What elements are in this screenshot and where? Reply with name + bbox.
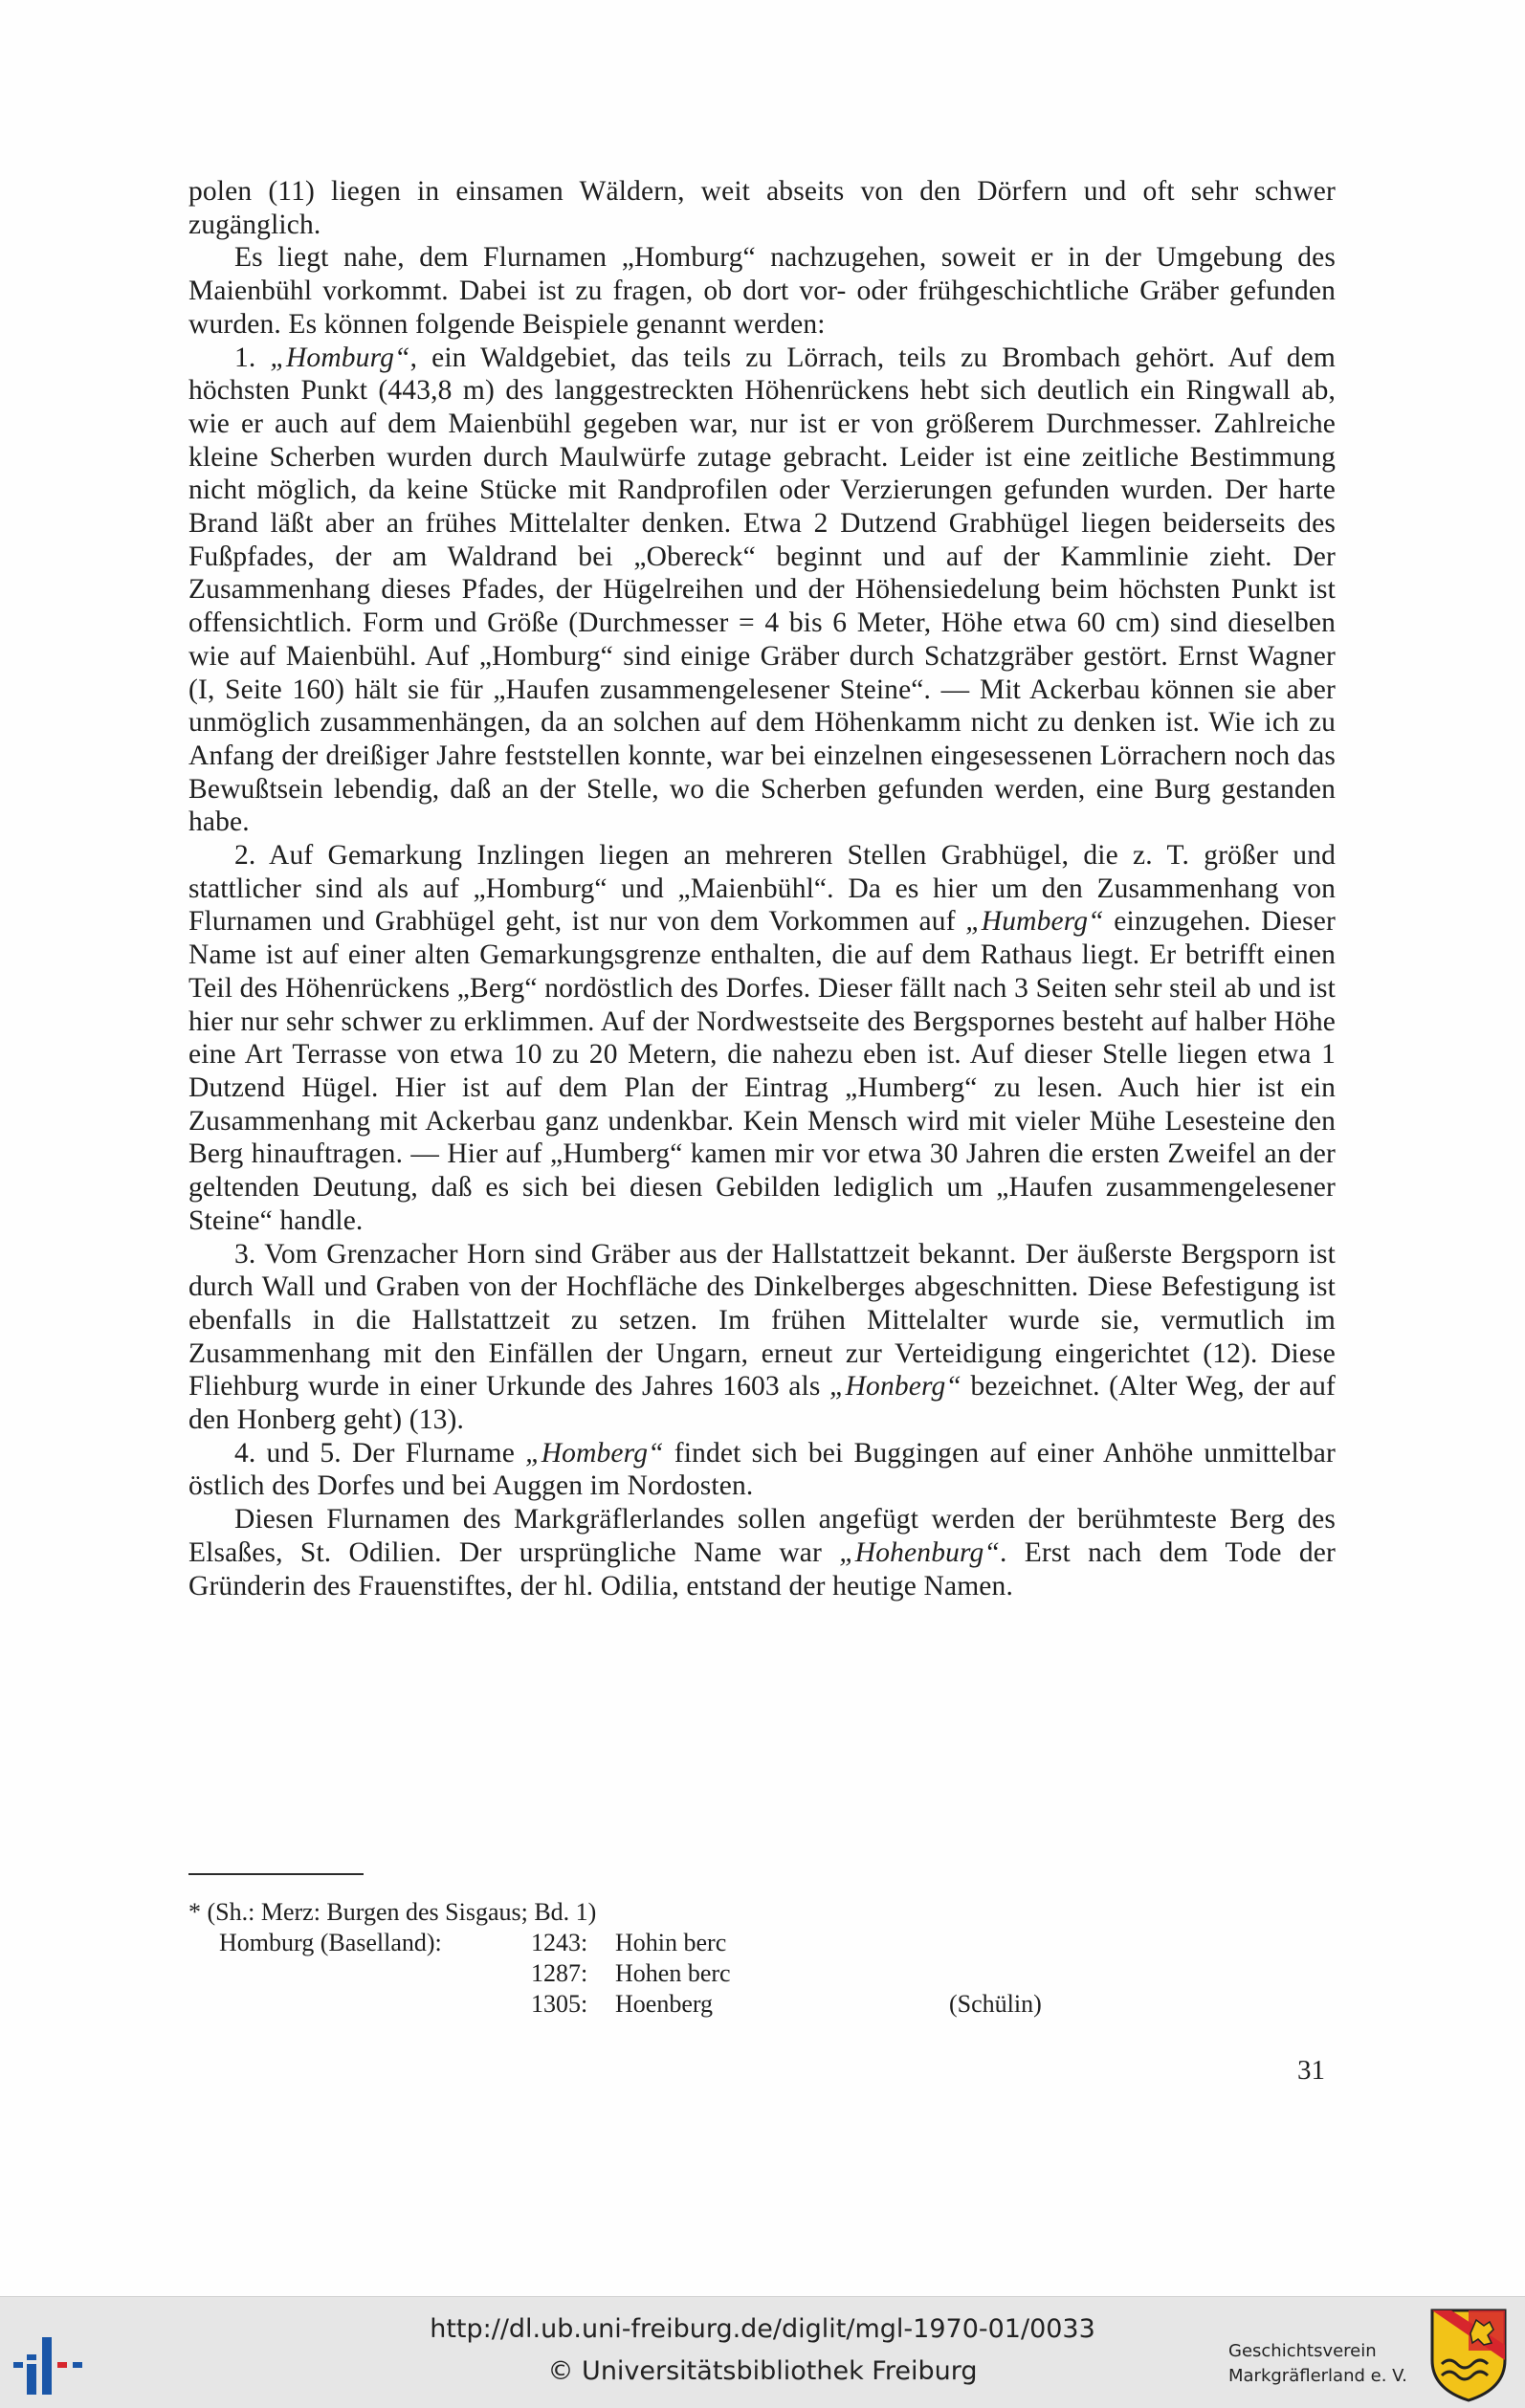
paragraph-text: Diesen Flurnamen des Markgräflerlandes sollen angefügt werden der berühmteste Berg des Elsaßes, St. Odilien. Der ursprüngliche Name war	[188, 1504, 1336, 1568]
footnote-reference: * (Sh.: Merz: Burgen des Sisgaus; Bd. 1)	[188, 1898, 597, 1926]
footnote-name: Hohin berc	[615, 1929, 727, 1956]
footnote-source: (Schülin)	[949, 1990, 1042, 2018]
footnote-line	[188, 1928, 1145, 1958]
paragraph-text: findet sich bei Buggingen auf einer Anhöhe unmittelbar östlich des Dorfes und bei Auggen im Nordosten.	[188, 1437, 1336, 1502]
page-number: 31	[1297, 2055, 1325, 2086]
paragraph-text: bezeichnet. (Alter Weg, der auf den Honberg geht) (13).	[188, 1371, 1336, 1436]
paragraph	[188, 1437, 1336, 1503]
footnote-year: 1305:	[531, 1990, 588, 2018]
viewer-footer	[0, 2296, 1525, 2408]
paragraph	[188, 241, 1336, 341]
footnote-line	[188, 1897, 1145, 1928]
paragraph-text: einzugehen. Dieser Name ist auf einer alten Gemarkungsgrenze enthalten, die auf dem Rathaus liegt. Er betrifft einen Teil des Höhenrückens „Berg“ nordöstlich des Dorfes. Dieser fällt nach 3 Seiten sehr steil ab und ist hier nur sehr schwer zu erklimmen. Auf der Nordwestseite des Bergspornes besteht auf halber Höhe eine Art Terrasse von etwa 10 zu 20 Metern, die nahezu eben ist. Auf dieser Stelle liegen etwa 1 Dutzend Hügel. Hier ist auf dem Plan der Eintrag „Humberg“ zu lesen. Auch hier ist ein Zusammenhang mit Ackerbau ganz undenkbar. Kein Mensch wird mit vieler Mühe Lesesteine den Berg hinauftragen. — Hier auf „Humberg“ kamen mir vor etwa 30 Jahren die ersten Zweifel an der geltenden Deutung, daß es sich bei diesen Gebilden lediglich um „Haufen zusammengelesener Steine“ handle.	[188, 906, 1336, 1236]
paragraph-text: 4. und 5. Der Flurname	[234, 1437, 526, 1469]
paragraph	[188, 1238, 1336, 1437]
emphasized-place-name: „Humberg“	[965, 906, 1104, 938]
publisher-name	[1228, 2339, 1420, 2389]
footnote-name: Hoenberg	[615, 1990, 714, 2018]
footnote-name: Hohen berc	[615, 1959, 731, 1987]
paragraph	[188, 342, 1336, 840]
paragraph	[188, 839, 1336, 1237]
footnote-line	[188, 1989, 1145, 2020]
paragraph-text: . Erst nach dem Tode der Gründerin des Frauenstiftes, der hl. Odilia, entstand der heutige Namen.	[188, 1536, 1336, 1602]
footnote-separator	[188, 1873, 364, 1875]
paragraph-text: 1.	[234, 342, 271, 373]
footnote-year: 1287:	[531, 1959, 588, 1987]
emphasized-place-name: „Hohenburg“	[839, 1536, 1000, 1568]
document-url[interactable]: http://dl.ub.uni-freiburg.de/diglit/mgl-1970-01/0033	[430, 2314, 1095, 2344]
footnote	[188, 1897, 1145, 2020]
body-text	[188, 175, 1336, 1602]
publisher-name-line1: Geschichtsverein	[1228, 2341, 1377, 2361]
publisher-name-line2: Markgräflerland e. V.	[1228, 2366, 1407, 2386]
paragraph-text: , ein Waldgebiet, das teils zu Lörrach, teils zu Brombach gehört. Auf dem höchsten Punkt (443,8 m) des langgestreckten Höhenrückens hebt sich deutlich ein Ringwall ab, wie er auch auf dem Maienbühl gegeben war, nur ist er von größerem Durchmesser. Zahlreiche kleine Scherben wurden durch Maulwürfe zutage gebracht. Leider ist eine zeitliche Bestimmung nicht möglich, da keine Stücke mit Randprofilen oder Verzierungen gefunden wurden. Der harte Brand läßt aber an frühes Mittelalter denken. Etwa 2 Dutzend Grabhügel liegen beiderseits des Fußpfades, der am Waldrand bei „Obereck“ beginnt und auf der Kammlinie zieht. Der Zusammenhang dieses Pfades, der Hügelreihen und der Höhensiedelung beim höchsten Punkt ist offensichtlich. Form und Größe (Durchmesser = 4 bis 6 Meter, Höhe etwa 60 cm) sind dieselben wie auf Maienbühl. Auf „Homburg“ sind einige Gräber durch Schatzgräber gestört. Ernst Wagner (I, Seite 160) hält sie für „Haufen zusammengelesener Steine“. — Mit Ackerbau können sie aber unmöglich zusammenhängen, da an solchen auf dem Höhenkamm nicht zu denken ist. Wie ich zu Anfang der dreißiger Jahre feststellen konnte, war bei einzelnen eingesessenen Lörrachern noch das Bewußtsein lebendig, daß an der Stelle, wo die Scherben gefunden werden, eine Burg gestanden habe.	[188, 342, 1337, 838]
footnote-year: 1243:	[531, 1929, 588, 1956]
coat-of-arms-icon	[1428, 2307, 1509, 2402]
paragraph-text: polen (11) liegen in einsamen Wäldern, weit abseits von den Dörfern und oft sehr schwer zugänglich.	[188, 176, 1336, 240]
paragraph	[188, 1503, 1336, 1602]
emphasized-place-name: „Homberg“	[525, 1437, 664, 1469]
footnote-place: Homburg (Baselland):	[219, 1929, 442, 1956]
paragraph-text: 2. Auf Gemarkung Inzlingen liegen an mehreren Stellen Grabhügel, die z. T. größer und stattlicher sind als auf „Homburg“ und „Maienbühl“. Da es hier um den Zusammenhang von Flurnamen und Grabhügel geht, ist nur von dem Vorkommen auf	[188, 840, 1336, 938]
paragraph-text: Es liegt nahe, dem Flurnamen „Homburg“ nachzugehen, soweit er in der Umgebung des Maienbühl vorkommt. Dabei ist zu fragen, ob dort vor- oder frühgeschichtliche Gräber gefunden wurden. Es können folgende Beispiele genannt werden:	[188, 242, 1336, 340]
paragraph-text: 3. Vom Grenzacher Horn sind Gräber aus der Hallstattzeit bekannt. Der äußerste Bergsporn ist durch Wall und Graben von der Hochfläche des Dinkelberges abgeschnitten. Diese Befestigung ist ebenfalls in die Hallstattzeit zu setzen. Im frühen Mittelalter wurde sie, vermutlich im Zusammenhang mit den Einfällen der Ungarn, erneut zur Verteidigung eingerichtet (12). Diese Fliehburg wurde in einer Urkunde des Jahres 1603 als	[188, 1238, 1336, 1403]
emphasized-place-name: „Honberg“	[829, 1371, 961, 1403]
paragraph	[188, 175, 1336, 241]
footnote-line	[188, 1958, 1145, 1989]
copyright-notice: © Universitätsbibliothek Freiburg	[547, 2356, 978, 2386]
emphasized-place-name: „Homburg“	[270, 342, 410, 373]
